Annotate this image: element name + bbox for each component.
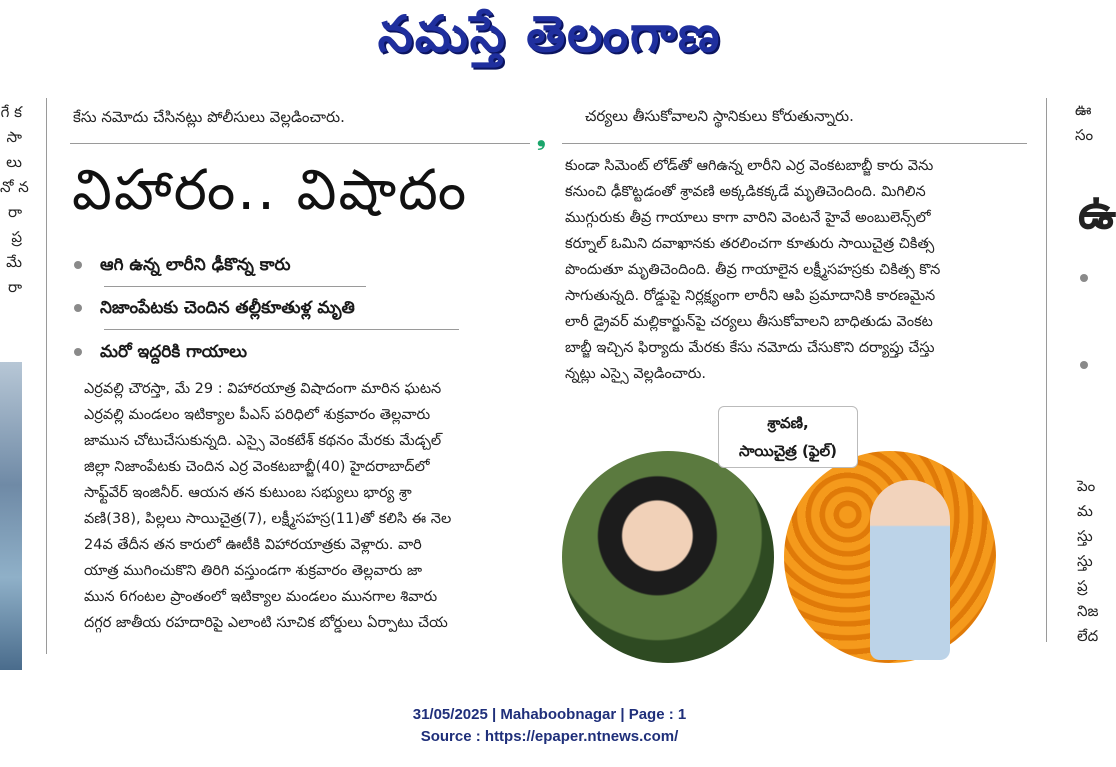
right-clip-bullet (1080, 268, 1106, 288)
body-line: పొందుతూ మృతిచెందింది. తీవ్ర గాయాలైన లక్ష్మీసహస్రకు చికిత్స కొన (565, 262, 941, 278)
body-line: దగ్గర జాతీయ రహదారిపై ఎలాంటి సూచిక బోర్డులు ఏర్పాటు చేయ (84, 615, 448, 631)
left-clip-line: సా (6, 128, 22, 146)
body-line: న్నట్లు ఎస్సై వెల్లడించారు. (565, 366, 707, 382)
right-clipped-big-letter (1078, 182, 1116, 242)
caption-line: శ్రావణి, (767, 414, 809, 432)
body-line: సాగుతున్నది. రోడ్డుపై నిర్లక్ష్యంగా లారీని ఆపి ప్రమాదానికి కారణమైన (565, 288, 936, 304)
body-line: కనుంచి ఢీకొట్టడంతో శ్రావణి అక్కడికక్కడే మృతిచెందింది. మిగిలిన (565, 184, 926, 200)
bullet-text: ఆగి ఉన్న లారీని ఢీకొన్న కారు (100, 255, 291, 275)
footer-date-edition: 31/05/2025 | Mahaboobnagar | Page : 1 (412, 706, 687, 723)
right-clip-big: ఉ (1078, 184, 1116, 240)
left-clip-line: ప్ర (11, 228, 22, 246)
section-rule (562, 143, 1027, 144)
article-body-right (565, 153, 1035, 387)
body-line: 24వ తేదీన తన కారులో ఊటీకి విహారయాత్రకు వెళ్లారు. వారి (84, 537, 422, 553)
body-line: మున 6గంటల ప్రాంతంలో ఇటిక్యాల మండలం మునగాల శివారు (84, 589, 438, 605)
right-clipped-column (1075, 98, 1099, 148)
left-clipped-column (0, 100, 29, 340)
left-clip-line: మే (6, 253, 22, 271)
subheadline-bullet (74, 255, 290, 279)
article-body-left (84, 376, 544, 636)
body-line: సాఫ్ట్‌వేర్ ఇంజినీర్. ఆయన తన కుటుంబ సభ్యులు భార్య శ్రా (84, 485, 412, 501)
bullet-rule (104, 329, 459, 330)
masthead-logo: నమస్తే తెలంగాణ (377, 4, 722, 63)
body-line: కుండా సిమెంట్ లోడ్‌తో ఆగిఉన్న లారీని ఎర్ర వెంకటబాబ్జీ కారు వెను (565, 158, 934, 174)
body-line: వణి(38), పిల్లలు సాయిచైత్ర(7), లక్ష్మీసహస్ర(11)తో కలిసి ఈ నెల (84, 511, 452, 527)
column-rule (46, 98, 47, 654)
footer-source-link[interactable]: Source : https://epaper.ntnews.com/ (420, 728, 679, 745)
left-clip-line: నో న (0, 178, 29, 196)
body-line: కర్నూల్ ఓమిని దవాఖానకు తరలించగా కూతురు సాయిచైత్ర చికిత్స (565, 236, 935, 252)
bullet-rule (104, 286, 366, 287)
photo-caption (718, 406, 858, 468)
masthead (0, 0, 1099, 80)
body-line: బాబ్జీ ఇచ్చిన ఫిర్యాదు మేరకు కేసు నమోదు చేసుకొని దర్యాప్తు చేస్తు (565, 340, 935, 356)
right-clipped-column-lower (1077, 474, 1099, 664)
bullet-text: నిజాంపేటకు చెందిన తల్లీకూతుళ్ల మృతి (100, 298, 355, 318)
bullet-text: మరో ఇద్దరికి గాయాలు (100, 342, 248, 362)
body-line: ఎర్రవల్లి చౌరస్తా, మే 29 : విహారయాత్ర విషాదంగా మారిన ఘటన (84, 381, 442, 397)
body-line: లారీ డ్రైవర్ మల్లికార్జున్‌పై చర్యలు తీసుకోవాలని బాధితుడు వెంకట (565, 314, 933, 330)
right-clip-line: ప్ర (1077, 577, 1088, 595)
subheadline-bullet (74, 342, 247, 366)
body-line: ఎర్రవల్లి మండలం ఇటిక్యాల పీఎస్ పరిధిలో శుక్రవారం తెల్లవారు (84, 407, 431, 423)
photo-saichaitra (784, 451, 996, 663)
body-line: జామున చోటుచేసుకున్నది. ఎస్సై వెంకటేశ్ కథనం మేరకు మేడ్చల్ (84, 433, 442, 449)
left-clip-line: రా (7, 278, 22, 296)
bullet-dot-icon (74, 348, 82, 356)
right-clip-line: నిజ (1077, 602, 1099, 620)
body-line: ముగ్గురుకు తీవ్ర గాయాలు కాగా వారిని వెంటనే హైవే అంబులెన్స్‌లో (565, 210, 931, 226)
right-clip-line: ఊ (1075, 101, 1092, 119)
left-clip-line: గే క (0, 103, 22, 121)
carryover-text-right: చర్యలు తీసుకోవాలని స్థానికులు కోరుతున్నారు. (585, 107, 854, 125)
bullet-dot-icon (1080, 274, 1088, 282)
column-rule (1046, 98, 1047, 642)
section-rule (70, 143, 530, 144)
right-clip-line: స్తు (1077, 552, 1093, 570)
left-clip-line: రా (7, 203, 22, 221)
footer (0, 704, 1099, 748)
bullet-dot-icon (74, 304, 82, 312)
right-clip-line: పెం (1077, 477, 1096, 495)
quote-icon: ❟ (537, 126, 546, 151)
right-clip-line: లేద (1077, 627, 1099, 645)
body-line: జిల్లా నిజాంపేటకు చెందిన ఎర్ర వెంకటబాబ్జీ(40) హైదరాబాద్‌లో (84, 459, 430, 475)
bullet-dot-icon (1080, 361, 1088, 369)
left-photo-fragment (0, 362, 22, 670)
subheadline-bullet (74, 298, 355, 322)
photo-figure (870, 480, 950, 660)
photo-sravani (562, 451, 774, 663)
right-clip-line: మ (1077, 502, 1093, 520)
carryover-text-left: కేసు నమోదు చేసినట్లు పోలీసులు వెల్లడించారు. (73, 108, 345, 126)
bullet-dot-icon (74, 261, 82, 269)
caption-line: సాయిచైత్ర (ఫైల్) (738, 442, 838, 460)
right-clip-line: సం (1075, 126, 1094, 144)
body-line: యాత్ర ముగించుకొని తిరిగి వస్తుండగా శుక్రవారం తెల్లవారు జా (84, 563, 423, 579)
right-clip-line: స్తు (1077, 527, 1093, 545)
right-clip-bullet (1080, 355, 1106, 375)
headline: విహారం.. విషాదం (72, 158, 469, 223)
left-clip-line: లు (6, 153, 22, 171)
